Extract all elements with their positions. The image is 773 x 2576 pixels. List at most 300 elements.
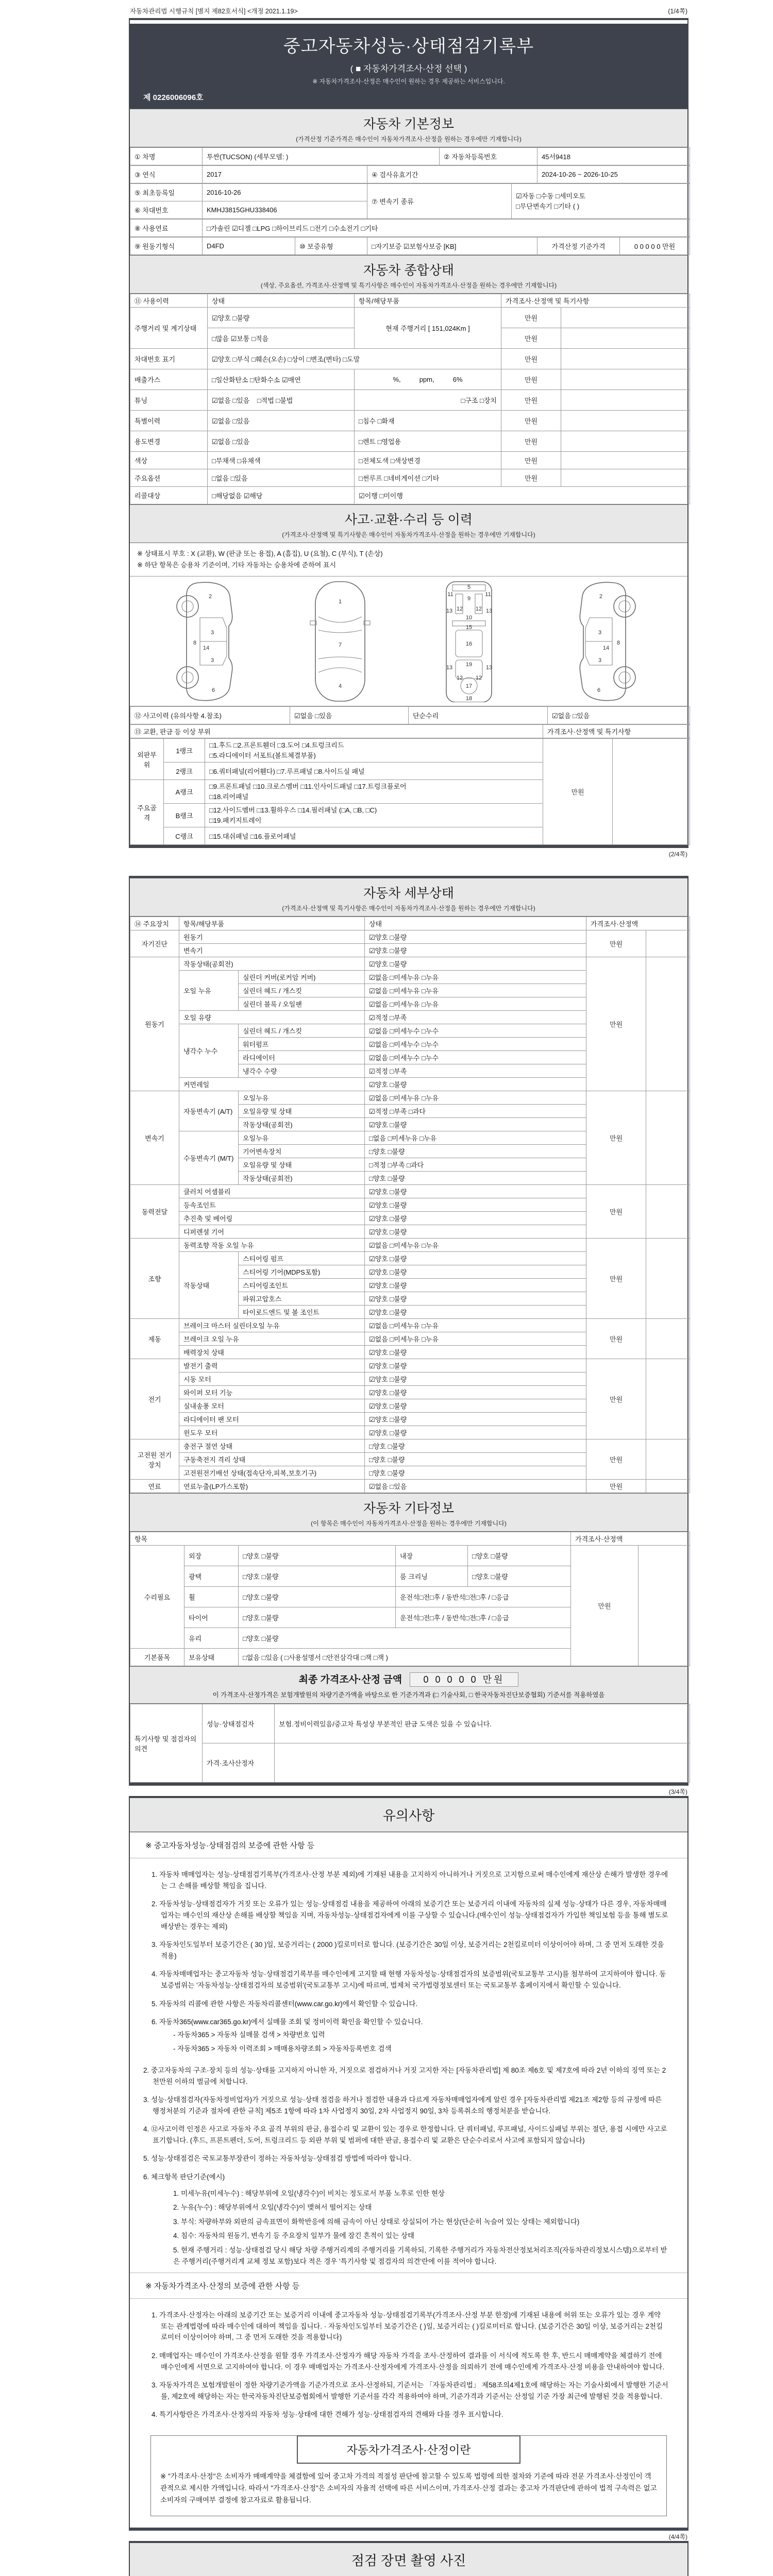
remark-cell <box>646 1359 690 1439</box>
table-row <box>130 166 690 183</box>
remark-cell <box>561 308 690 328</box>
diagram-label: 1 <box>338 599 342 605</box>
check-group: 운전석□전□후 / 동반석□전□후 / □응급 <box>396 1607 571 1628</box>
check-group: □많음 ☑보통 □적음 <box>208 328 355 349</box>
table-row <box>130 469 690 487</box>
table-row <box>130 739 690 762</box>
check-group: □양호 □불량 <box>239 1546 396 1566</box>
accident-history-header <box>130 504 687 543</box>
remark-cell <box>561 369 690 390</box>
remark-cell <box>646 930 690 957</box>
price-cell: 만원 <box>501 369 561 390</box>
check-group: □렌트 □영업용 <box>355 431 501 452</box>
document-title: 중고자동차성능·상태점검기록부 <box>283 37 534 56</box>
table-header-row <box>130 294 690 308</box>
check-group: 운전석□전□후 / 동반석□전□후 / □응급 <box>396 1587 571 1607</box>
field-value: 2017 <box>203 166 367 183</box>
diagram-label: 3 <box>598 657 602 664</box>
remark-cell <box>561 411 690 431</box>
check-group: □침수 □화재 <box>355 411 501 431</box>
item-label: 실린더 블록 / 오일팬 <box>239 997 365 1011</box>
check-group: ☑양호 □불량 <box>365 930 586 944</box>
price-cell: 만원 <box>501 469 561 487</box>
remark-cell <box>561 390 690 411</box>
check-group: ☑양호 □불량 <box>365 1265 586 1279</box>
price-cell: 만원 <box>586 1359 646 1439</box>
document-note: ※ 자동차가격조사·산정은 매수인이 원하는 경우 제공하는 서비스입니다. <box>312 78 505 85</box>
table-row <box>130 957 690 971</box>
check-group: ☑없음 □있음 <box>212 397 250 404</box>
notice-item: 3. 자동차가격은 보험개발원이 정한 차량기준가액을 기준가격으로 조사·산정하되, 기준서는 「자동차관리법」 제58조의4제1호에 해당하는 자는 기술사회에서 발행한 기준서를, 제2호에 해당하는 자는 한국자동차진단보증협회에서 발행한 기준서를 각각 적용하여야 하며, 기준가격과 기준서는 산정일 기준 가장 최근에 발행된 것을 적용합니다. <box>152 2381 668 2400</box>
check-group: ☑양호 □불량 <box>365 1399 586 1413</box>
diagram-label: 14 <box>602 645 610 652</box>
column-header: 항목/해당부품 <box>179 917 365 930</box>
field-value: 0 0 0 0 0 만원 <box>620 238 690 255</box>
check-group: □19.패키지트레이 <box>209 816 262 824</box>
item-label: 타이어 <box>184 1607 239 1628</box>
diagram-label: 13 <box>446 665 453 671</box>
check-group: □일산화탄소 □탄화수소 ☑매연 <box>208 369 355 390</box>
check-group: □15.대쉬패널 □16.플로어패널 <box>205 827 543 845</box>
check-group: □9.프론트패널 □10.크로스멤버 □11.인사이드패널 □17.트렁크플로어 <box>209 783 407 791</box>
rank-label: C랭크 <box>164 827 205 845</box>
column-header: 가격조사·산정액 <box>571 1532 690 1546</box>
field-label: ⑧ 사용연료 <box>130 219 203 237</box>
section-title: 자동차 세부상태 <box>363 886 454 901</box>
diagram-label: 12 <box>456 606 463 613</box>
check-group: ☑양호 □불량 <box>365 1413 586 1426</box>
check-group: ☑없음 □미세누유 □누유 <box>365 1239 586 1252</box>
item-label: 내장 <box>396 1546 468 1566</box>
item-label: 브레이크 오일 누유 <box>179 1332 365 1346</box>
overall-state-header <box>130 255 687 294</box>
final-price-label: 최종 가격조사·산정 금액 <box>298 1674 402 1686</box>
final-price-value: 0 0 0 0 0 만원 <box>410 1672 519 1687</box>
opinion-group-label: 특기사항 및 점검자의 의견 <box>130 1704 203 1783</box>
transmission-checkboxes <box>512 184 690 219</box>
diagram-label: 9 <box>467 596 471 602</box>
device-group-label: 고전원 전기장치 <box>130 1439 179 1480</box>
price-cell: 만원 <box>586 1091 646 1185</box>
notice-subitem: - 자동차365 > 자동차 실매물 검색 > 차량번호 입력 <box>173 2030 325 2039</box>
item-label: 원동기 <box>179 930 365 944</box>
item-label: 구동축전지 격리 상태 <box>179 1453 365 1466</box>
check-group: ☑양호 □불량 <box>365 1225 586 1239</box>
appraiser-opinion-text <box>275 1743 690 1783</box>
check-group: ☑양호 □불량 <box>365 944 586 957</box>
item-label: 보유상태 <box>184 1649 239 1666</box>
price-cell: 만원 <box>586 1480 646 1493</box>
notice-item: 1. 가격조사·산정자는 아래의 보증기간 또는 보증거리 이내에 중고자동차 성능·상태점검기록부(가격조사·산정 부분 한정)에 기재된 내용에 허위 또는 오류가 있는 경우 계약 또는 관계법령에 따라 매수인에 대하여 책임을 집니다. · 자동차인도일부터 보증기간은 ( )일, 보증거리는 ( )킬로미터로 합니다. (보증기간은 30일 이상, 보증거리는 2천킬로미터 이상이어야 하며, 그 중 먼저 도래한 것을 적용합니다) <box>152 2311 663 2342</box>
field-value: 2016-10-26 <box>203 184 367 201</box>
table-row <box>130 725 690 738</box>
basic-info-table <box>130 237 690 255</box>
item-label: 라디에이터 <box>239 1051 365 1064</box>
section-title: 사고·교환·수리 등 이력 <box>345 513 473 527</box>
row-label: 주행거리 및 계기상태 <box>130 308 208 349</box>
check-group: ☑없음 □미세누유 □누유 <box>365 997 586 1011</box>
table-row <box>130 1239 690 1252</box>
etc-group-label: 수리필요 <box>130 1546 184 1649</box>
device-group-label: 연료 <box>130 1480 179 1493</box>
check-group: ☑없음 □미세누유 □누유 <box>365 1319 586 1332</box>
check-group: ☑없음 □미세누유 □누유 <box>365 1091 586 1105</box>
price-cell: 만원 <box>586 1185 646 1239</box>
rank-label: B랭크 <box>164 804 205 827</box>
inspector-opinion-text: 보험.정비이력있음/중고차 특성상 부분적인 판금 도색은 있을 수 있습니다. <box>275 1704 690 1743</box>
check-group: ☑양호 □불량 <box>365 1212 586 1225</box>
page-number-4: (4/4쪽) <box>668 2533 687 2540</box>
item-label: 룸 크리닝 <box>396 1566 468 1587</box>
check-group: ☑양호 □부식 □훼손(오손) □상이 □변조(변타) □도말 <box>208 349 501 369</box>
price-cell: 만원 <box>586 1439 646 1480</box>
column-header: ⑭ 주요장치 <box>130 917 179 930</box>
diagram-label: 6 <box>211 687 215 694</box>
sub-group-label: 냉각수 누수 <box>179 1024 239 1078</box>
diagram-label: 12 <box>475 606 482 613</box>
notice-header <box>130 1798 687 1832</box>
row-label: 단순수리 <box>409 707 548 724</box>
panel-group-label: 주요골격 <box>130 780 164 845</box>
accident-history-row <box>130 706 690 724</box>
car-diagram-svg <box>130 580 686 702</box>
notice-subitem: 3. 부식: 차량하부와 외판의 금속표면이 화학반응에 의해 금속이 아닌 상태로 상실되어 가는 현상(단순히 녹슬어 있는 상태는 제외합니다) <box>173 2217 580 2226</box>
check-group: □적정 □부족 □과다 <box>365 1158 586 1172</box>
row-label: ⑫ 사고이력 (유의사항 4.참조) <box>130 707 290 724</box>
row-label: 색상 <box>130 452 208 469</box>
row-label: 특별이력 <box>130 411 208 431</box>
price-cell: 만원 <box>501 328 561 349</box>
notice-subsection-title: ※ 자동차가격조사·산정의 보증에 관한 사항 등 <box>130 2273 687 2299</box>
check-group <box>205 780 543 804</box>
check-group: ☑양호 □불량 <box>365 1292 586 1306</box>
check-group: □없음 □있음 <box>208 469 355 487</box>
check-group: ☑없음 □있음 <box>208 411 355 431</box>
notice-item: 3. 성능·상태점검자(자동차정비업자)가 거짓으로 성능·상태 점검을 하거나 점검한 내용과 다르게 자동차매매업자에게 알린 경우 [자동차관리법 제21조 제2항 등의 규정에 따른 행정처분의 기준과 절차에 관한 규칙] 제5조 1항에 따라 1차 사업정지 30일, 2차 사업정지 90일, 3차 등록취소의 행정처분을 받습니다. <box>143 2096 662 2115</box>
remark-cell <box>561 431 690 452</box>
column-header: 항목 <box>130 1532 571 1546</box>
column-header: 가격조사·산정액 및 특기사항 <box>501 294 690 308</box>
item-label: 변속기 <box>179 944 365 957</box>
item-label: 동력조향 작동 오일 누유 <box>179 1239 365 1252</box>
table-row <box>130 1704 690 1743</box>
table-header-row <box>130 1532 690 1546</box>
item-label: 실린더 헤드 / 개스킷 <box>239 1024 365 1038</box>
price-cell: 만원 <box>571 1546 638 1666</box>
price-cell: 만원 <box>586 957 646 1091</box>
inspector-opinion-table <box>130 1704 690 1783</box>
notice-subitem: 4. 침수: 자동차의 원동기, 변속기 등 주요장치 일부가 물에 잠긴 흔적이 있는 상태 <box>173 2232 415 2240</box>
check-group: ☑없음 □미세누수 □누수 <box>365 1038 586 1051</box>
item-label: 윈도우 모터 <box>179 1426 365 1439</box>
price-cell: 만원 <box>501 308 561 328</box>
check-group: ☑없음 □있음 <box>365 1480 586 1493</box>
price-cell: 만원 <box>501 390 561 411</box>
item-label: 작동상태(공회전) <box>239 1118 365 1131</box>
price-cell: 만원 <box>501 411 561 431</box>
item-label: 실린더 헤드 / 개스킷 <box>239 984 365 997</box>
field-label: ⑩ 보증유형 <box>295 238 367 255</box>
table-row <box>130 238 690 255</box>
section-subtitle: (가격조사·산정액 및 특기사항은 매수인이 자동차가격조사·산정을 원하는 경우에만 기재합니다) <box>282 531 535 538</box>
column-header: 상태 <box>365 917 586 930</box>
field-label: ④ 검사유효기간 <box>367 166 537 183</box>
page1-box <box>129 18 688 848</box>
table-header-row <box>130 917 690 930</box>
item-label: 스티어링 펌프 <box>239 1252 365 1265</box>
diagram-label: 3 <box>210 630 214 636</box>
field-label: ⑦ 변속기 종류 <box>367 184 512 219</box>
check-group: ☑없음 □미세누유 □누유 <box>365 971 586 984</box>
check-group <box>205 804 543 827</box>
check-group: ☑양호 □불량 <box>365 1386 586 1399</box>
check-group: ☑양호 □불량 <box>365 1359 586 1372</box>
section-subtitle: (색상, 주요옵션, 가격조사·산정액 및 특기사항은 매수인이 자동차가격조사·산정을 원하는 경우에만 기재합니다) <box>260 282 557 289</box>
check-group: □양호 □불량 <box>365 1172 586 1185</box>
basic-info-header <box>130 109 687 147</box>
notice-box <box>129 1796 688 2531</box>
rank-label: A랭크 <box>164 780 205 804</box>
item-label: 커먼레일 <box>179 1078 365 1091</box>
item-label: 브레이크 마스터 실린더오일 누유 <box>179 1319 365 1332</box>
item-label: 충전구 절연 상태 <box>179 1439 365 1453</box>
item-label: 오일누유 <box>239 1131 365 1145</box>
column-header: 가격조사·산정액 및 특기사항 <box>543 725 690 738</box>
basic-info-table <box>130 165 690 183</box>
item-label: 실린더 커버(로커암 커버) <box>239 971 365 984</box>
device-group-label: 원동기 <box>130 957 179 1091</box>
etc-info-table <box>130 1532 690 1666</box>
item-label: 기어변속장치 <box>239 1145 365 1158</box>
section-subtitle: (가격산정 기준가격은 매수인이 자동차가격조사·산정을 원하는 경우에만 기재합니다) <box>296 135 522 143</box>
final-price-band <box>130 1666 687 1704</box>
item-label: 와이퍼 모터 기능 <box>179 1386 365 1399</box>
table-row <box>130 1439 690 1453</box>
check-group: ☑양호 □불량 <box>365 1279 586 1292</box>
table-row <box>130 349 690 369</box>
field-value: KMHJ3815GHU338406 <box>203 201 367 219</box>
table-row <box>130 1546 690 1566</box>
diagram-label: 19 <box>465 662 473 668</box>
opinion-role-label: 성능·상태점검자 <box>203 1704 275 1743</box>
table-row <box>130 219 690 237</box>
etc-info-header <box>130 1493 687 1532</box>
check-group: □양호 □불량 <box>365 1466 586 1480</box>
field-label: 가격산정 기준가격 <box>537 238 620 255</box>
table-row <box>130 1480 690 1493</box>
row-label: 차대번호 표기 <box>130 349 208 369</box>
check-group: □양호 □불량 <box>468 1566 571 1587</box>
check-group: □해당없음 ☑해당 <box>208 487 355 504</box>
section-title: 자동차 기본정보 <box>363 117 454 131</box>
check-group: ☑없음 □미세누수 □누수 <box>365 1024 586 1038</box>
check-group: ☑이행 □미이행 <box>355 487 690 504</box>
check-group: ☑양호 □불량 <box>365 1198 586 1212</box>
check-group: ☑양호 □불량 <box>365 1252 586 1265</box>
item-label: 연료누출(LP가스포함) <box>179 1480 365 1493</box>
remark-cell <box>646 1439 690 1480</box>
notice-item: 2. 매매업자는 매수인이 가격조사·산정을 원할 경우 가격조사·산정자가 해당 자동차 가격을 조사·산정하여 결과를 이 서식에 적도록 한 후, 반드시 매매계약을 체결하기 전에 매수인에게 서면으로 고지하여야 합니다. 이 경우 매매업자는 가격조사·산정자에게 가격조사·산정을 의뢰하기 전에 매수인에게 가격조사·산정 비용을 안내하여야 합니다. <box>152 2352 665 2371</box>
notice-item: 1. 자동차 매매업자는 성능·상태점검기록부(가격조사·산정 부분 제외)에 기재된 내용을 고지하지 아니하거나 거짓으로 고지함으로써 매수인에게 재산상 손해가 발생한 경우에는 그 손해를 배상할 책임을 집니다. <box>152 1871 668 1890</box>
check-group: □무단변속기 □기타 ( ) <box>516 202 580 210</box>
item-label: 워터펌프 <box>239 1038 365 1051</box>
price-appraisal-body: ※ "가격조사·산정"은 소비자가 매매계약을 체결함에 있어 중고차 가격의 적절성 판단에 참고할 수 있도록 법령에 의한 절차와 기준에 따라 전문 가격조사·산정인이 객관적으로 제시한 가액입니다. 따라서 "가격조사·산정"은 소비자의 자율적 선택에 따른 서비스이며, 가격조사·산정 결과는 중고차 가격판단에 관하여 법적 구속력은 없고 소비자의 구매여부 결정에 참고자료로 활용됩니다. <box>160 2472 657 2504</box>
table-row <box>130 707 690 724</box>
check-group: ☑적정 □부족 <box>365 1064 586 1078</box>
check-group: □양호 □불량 <box>239 1566 396 1587</box>
field-value: 2024-10-26 ~ 2026-10-25 <box>537 166 690 183</box>
check-group: □양호 □불량 <box>468 1546 571 1566</box>
sub-group-label: 수동변속기 (M/T) <box>179 1131 239 1185</box>
item-label: 고전원전기배선 상태(접속단자,피복,보호기구) <box>179 1466 365 1480</box>
notice-item: 2. 중고자동차의 구조·장치 등의 성능·상태를 고지하지 아니한 자, 거짓으로 점검하거나 거짓 고지한 자는 [자동차관리법] 제 80조 제6호 및 제7호에 따라 2년 이하의 징역 또는 2천만원 이하의 벌금에 처합니다. <box>143 2066 666 2086</box>
panel-group-label: 외판부위 <box>130 739 164 780</box>
field-label: ③ 연식 <box>130 166 203 183</box>
item-label: 발전기 출력 <box>179 1359 365 1372</box>
notice-item: 4. 특기사항란은 가격조사·산정자의 자동차 성능·상태에 대한 견해가 성능·상태점검자의 견해와 다를 경우 표시합니다. <box>152 2411 503 2419</box>
diagram-label: 2 <box>208 594 212 600</box>
rank-label: 2랭크 <box>164 762 205 780</box>
check-group: □구조 □장치 <box>355 390 501 411</box>
check-group: □없음 □미세누유 □누유 <box>365 1131 586 1145</box>
diagram-label: 15 <box>465 624 473 631</box>
emission-values: %, ppm, 6% <box>355 369 501 390</box>
item-label: 오일유량 및 상태 <box>239 1158 365 1172</box>
check-group: ☑자동 □수동 □세미오토 <box>516 192 586 200</box>
diagram-label: 13 <box>485 608 493 615</box>
exchange-header-row <box>130 724 690 738</box>
item-label: 실내송풍 모터 <box>179 1399 365 1413</box>
law-reference: 자동차관리법 시행규칙 [별지 제82호서식] <개정 2021.1.19> <box>130 8 298 15</box>
column-header: 항목/해당부품 <box>355 294 501 308</box>
device-group-label: 조향 <box>130 1239 179 1319</box>
final-price-note: 이 가격조사·산정가격은 보험개발원의 차량기준가액을 바탕으로 한 기준가격과 (□ 기술사회, □ 한국자동차진단보증협회) 기준서를 적용하였음 <box>212 1691 605 1699</box>
notice-item: 4. ⑫사고이력 인정은 사고로 자동차 주요 골격 부위의 판금, 용접수리 및 교환이 있는 경우로 한정합니다. 단 쿼터패널, 루프패널, 사이드실패널 부위는 절단, 용접 시에만 사고로 표기합니다. (후드, 프론트펜더, 도어, 트렁크리드 등 외판 부위 및 범퍼에 대한 판금, 용접수리 및 교환은 단순수리로서 사고에 포함되지 않습니다) <box>143 2125 667 2144</box>
item-label: 스티어링 기어(MDPS포함) <box>239 1265 365 1279</box>
check-group: □양호 □불량 <box>239 1607 396 1628</box>
row-label: 용도변경 <box>130 431 208 452</box>
item-label: 스티어링조인트 <box>239 1279 365 1292</box>
check-group: ☑적정 □부족 □과다 <box>365 1105 586 1118</box>
item-label: 작동상태(공회전) <box>239 1172 365 1185</box>
check-group: ☑양호 □불량 <box>365 1372 586 1386</box>
field-value: 45서9418 <box>537 148 690 165</box>
item-label: 오일 유량 <box>179 1011 365 1024</box>
check-group: □양호 □불량 <box>365 1453 586 1466</box>
page-number-3: (3/4쪽) <box>668 1788 687 1796</box>
table-row <box>130 369 690 390</box>
page-number-2: (2/4쪽) <box>668 851 687 858</box>
item-label: 냉각수 수량 <box>239 1064 365 1078</box>
price-appraisal-box <box>150 2435 667 2516</box>
diagram-label: 11 <box>447 591 453 598</box>
remark-cell <box>561 349 690 369</box>
remark-cell <box>561 469 690 487</box>
section-subtitle: (가격조사·산정액 및 특기사항은 매수인이 자동차가격조사·산정을 원하는 경우에만 기재합니다) <box>282 905 535 912</box>
check-group: ☑없음 □미세누유 □누유 <box>365 1332 586 1346</box>
item-label: 추진축 및 베어링 <box>179 1212 365 1225</box>
notice-item: 5. 성능·상태점검은 국토교통부장관이 정하는 자동차성능·상태점검 방법에 따라야 합니다. <box>143 2155 411 2163</box>
check-group: □18.리어패널 <box>209 792 249 801</box>
diagram-label: 3 <box>210 657 214 664</box>
field-label: ① 차명 <box>130 148 203 165</box>
check-group: ☑양호 □불량 <box>365 957 586 971</box>
table-row <box>130 487 690 504</box>
section-title: 점검 장면 촬영 사진 <box>351 2552 466 2568</box>
check-group: □무채색 □유채색 <box>208 452 355 469</box>
item-label: 파워고압호스 <box>239 1292 365 1306</box>
diagram-label: 12 <box>475 675 482 682</box>
diagram-label: 13 <box>485 665 493 671</box>
device-group-label: 동력전달 <box>130 1185 179 1239</box>
item-label: 작동상태(공회전) <box>179 957 365 971</box>
device-group-label: 전기 <box>130 1359 179 1439</box>
price-appraisal-title: 자동차가격조사·산정이란 <box>297 2435 520 2464</box>
price-cell: 만원 <box>586 930 646 957</box>
table-row <box>130 411 690 431</box>
field-label: ② 자동차등록번호 <box>440 148 537 165</box>
diagram-label: 7 <box>338 642 342 649</box>
diagram-label: 5 <box>467 584 471 591</box>
diagram-label: 8 <box>193 640 197 647</box>
field-value: 투싼(TUCSON) (세부모델: ) <box>203 148 440 165</box>
notice-subitem: 1. 미세누유(미세누수) : 해당부위에 오일(냉각수)이 비치는 정도로서 부품 노후로 인한 현상 <box>173 2189 445 2197</box>
diagram-label: 13 <box>446 608 453 615</box>
remark-cell <box>561 328 690 349</box>
sub-group-label: 작동상태 <box>179 1252 239 1319</box>
remark-cell <box>646 1319 690 1359</box>
device-group-label: 제동 <box>130 1319 179 1359</box>
table-row <box>130 1185 690 1198</box>
notice-item: 2. 자동차성능·상태점검자가 거짓 또는 오류가 있는 성능·상태점검 내용을 제공하여 아래의 보증기간 또는 보증거리 이내에 자동차의 실제 성능·상태가 다른 경우, 자동차매매업자는 매수인의 재산상 손해를 배상할 책임을 지며, 자동차성능·상태점검자에게 이를 구상할 수 있습니다.(매수인이 성능·상태점검자가 가입한 책임보험 등을 통해 별도로 배상받는 경우는 제외) <box>152 1900 668 1930</box>
rank-label: 1랭크 <box>164 739 205 762</box>
price-cell: 만원 <box>501 452 561 469</box>
symbol-legend: ※ 상태표시 부호 : X (교환), W (판금 또는 용접), A (흠집), U (요철), C (부식), T (손상) <box>137 550 383 557</box>
column-header: 가격조사·산정액 <box>586 917 690 930</box>
check-group: □양호 □불량 <box>365 1145 586 1158</box>
diagram-label: 4 <box>338 683 342 690</box>
remark-cell <box>561 452 690 469</box>
notice-subsection-title: ※ 중고자동차성능·상태점검의 보증에 관한 사항 등 <box>130 1832 687 1858</box>
row-label: 리콜대상 <box>130 487 208 504</box>
remark-cell <box>646 1091 690 1185</box>
column-header: ⑬ 교환, 판금 등 이상 부위 <box>130 725 543 738</box>
sub-group-label: 자동변속기 (A/T) <box>179 1091 239 1131</box>
check-group: □없음 □있음 ( □사용설명서 □안전삼각대 □잭 □잭 ) <box>239 1649 571 1666</box>
item-label: 휠 <box>184 1587 239 1607</box>
remark-cell <box>638 1546 690 1666</box>
row-label: 주요옵션 <box>130 469 208 487</box>
remark-cell <box>646 1185 690 1239</box>
detail-state-table <box>130 917 690 1493</box>
check-group: □1.후드 □2.프론트휀더 □3.도어 □4.트렁크리드 <box>209 741 344 750</box>
check-group: ☑양호 □불량 <box>365 1185 586 1198</box>
section-subtitle: (이 항목은 매수인이 자동차가격조사·산정을 원하는 경우에만 기재합니다) <box>311 1520 507 1528</box>
price-cell: 만원 <box>586 1319 646 1359</box>
check-group: ☑없음 □있음 <box>208 431 355 452</box>
table-row <box>130 184 690 201</box>
table-row <box>130 1091 690 1105</box>
table-row <box>130 930 690 944</box>
document-number: 제 0226006096호 <box>143 93 204 102</box>
field-label: ⑤ 최초등록일 <box>130 184 203 201</box>
check-group: □6.쿼터패널(리어휀다) □7.루프패널 □8.사이드실 패널 <box>205 762 543 780</box>
column-header: ⑪ 사용이력 <box>130 294 208 308</box>
item-label: 등속조인트 <box>179 1198 365 1212</box>
table-row <box>130 1743 690 1783</box>
row-label: 튜닝 <box>130 390 208 411</box>
section-title: 자동차 종합상태 <box>363 263 454 278</box>
